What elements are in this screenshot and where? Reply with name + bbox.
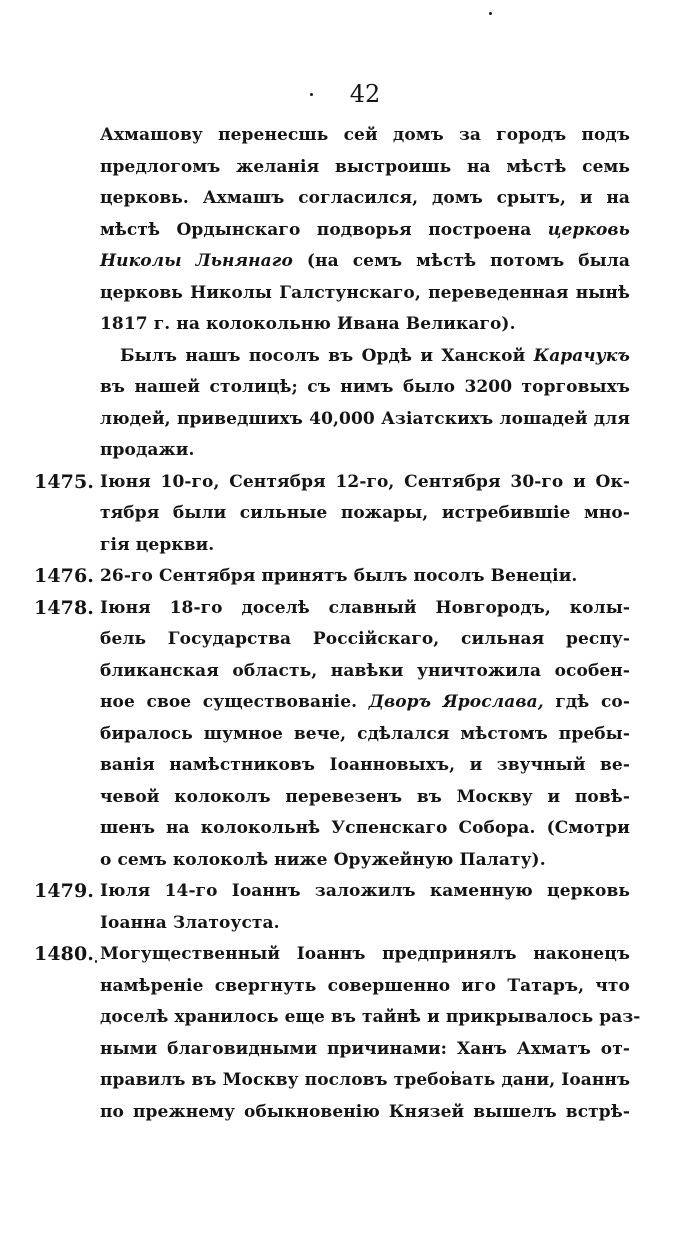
line-text-part: правилъ въ Москву пословъ требовать дани, Іоаннъ bbox=[100, 1070, 631, 1090]
text-line bbox=[0, 498, 692, 530]
year-marker: 1478. bbox=[34, 596, 94, 619]
line-text-part: намѣреніе свергнуть совершенно иго Татаръ, что bbox=[100, 975, 630, 996]
line-text-part: бель Государства Россійскаго, сильная респу- bbox=[100, 629, 630, 649]
page-number: 42 bbox=[349, 80, 381, 108]
line-text-part: тября были сильные пожары, истребившіе мно- bbox=[100, 503, 630, 523]
line-text-part: ное свое существованіе. bbox=[100, 692, 369, 712]
text-line bbox=[0, 939, 692, 971]
year-marker: 1479. bbox=[34, 880, 94, 902]
line-text bbox=[100, 782, 630, 814]
line-text bbox=[100, 1065, 630, 1097]
text-line bbox=[0, 908, 692, 940]
line-text-part: биралось шумное вече, сдѣлался мѣстомъ пребы- bbox=[100, 723, 630, 744]
line-text-part: шенъ на колокольнѣ Успенскаго Собора. (Смотри bbox=[100, 818, 630, 838]
line-text-part: Іоанна Златоуста. bbox=[100, 912, 280, 933]
line-text-part: о семъ колоколѣ ниже Оружейную Палату). bbox=[100, 849, 546, 870]
year-marker: 1476. bbox=[34, 565, 94, 587]
line-text-part: церковь. Ахмашъ согласился, домъ срытъ, и на bbox=[100, 188, 630, 208]
line-text-part: ными благовидными причинами: Ханъ Ахматъ от- bbox=[100, 1038, 630, 1059]
text-line bbox=[0, 1065, 692, 1097]
text-line bbox=[0, 278, 692, 310]
line-text bbox=[100, 215, 630, 247]
line-text-part: гія церкви. bbox=[100, 534, 215, 555]
text-line bbox=[0, 1097, 692, 1129]
text-line bbox=[0, 971, 692, 1003]
line-text-part: чевой колоколъ перевезенъ въ Москву и повѣ- bbox=[100, 786, 630, 807]
text-line bbox=[0, 813, 692, 845]
chronicle-text bbox=[0, 120, 692, 1128]
line-text bbox=[120, 341, 630, 373]
text-line bbox=[0, 876, 692, 908]
line-text bbox=[100, 1034, 630, 1066]
text-line bbox=[0, 782, 692, 814]
italic-text: Николы Льнянаго bbox=[100, 251, 293, 271]
line-text-part: Іюня 18-го доселѣ славный Новгородъ, колы- bbox=[100, 597, 630, 618]
text-line bbox=[0, 120, 692, 152]
line-text-part: мѣстѣ Ордынскаго подворья построена bbox=[100, 219, 548, 240]
print-speck bbox=[489, 12, 492, 15]
text-line bbox=[0, 372, 692, 404]
line-text bbox=[100, 1002, 641, 1034]
line-text-part: (на семъ мѣстѣ потомъ была bbox=[292, 251, 631, 271]
line-text bbox=[100, 183, 630, 215]
italic-text: Карачукъ bbox=[533, 345, 630, 366]
line-text bbox=[100, 467, 630, 499]
text-line bbox=[0, 593, 692, 625]
line-text-part: церковь Николы Галстунскаго, переведенная нынѣ bbox=[100, 282, 630, 303]
line-text bbox=[100, 687, 630, 719]
text-line bbox=[0, 215, 692, 247]
line-text bbox=[100, 561, 630, 593]
line-text bbox=[100, 845, 630, 877]
line-text-part: людей, приведшихъ 40,000 Азіатскихъ лошадей для bbox=[100, 408, 630, 429]
line-text bbox=[100, 246, 630, 278]
text-line bbox=[0, 246, 692, 278]
line-text bbox=[100, 656, 630, 688]
line-text-part: Іюня 10-го, Сентября 12-го, Сентября 30-го и Ок- bbox=[100, 471, 630, 492]
line-text bbox=[100, 404, 630, 436]
text-line bbox=[0, 435, 692, 467]
line-text bbox=[100, 530, 630, 562]
text-line bbox=[0, 183, 692, 215]
year-marker: 1480. bbox=[34, 943, 94, 965]
text-line bbox=[0, 656, 692, 688]
line-text bbox=[100, 120, 630, 152]
line-text-part: ванія намѣстниковъ Іоанновыхъ, и звучный ве- bbox=[100, 755, 630, 775]
line-text-part: продажи. bbox=[100, 440, 195, 460]
text-line bbox=[0, 1034, 692, 1066]
line-text-part: 26-го Сентября принятъ былъ посолъ Венеціи. bbox=[100, 566, 578, 586]
line-text-part: бликанская область, навѣки уничтожила особен- bbox=[100, 660, 630, 681]
text-line bbox=[0, 467, 692, 499]
line-text-part: доселѣ хранилось еще въ тайнѣ и прикрывалось раз- bbox=[100, 1007, 641, 1027]
text-line bbox=[0, 719, 692, 751]
italic-text: церковь bbox=[547, 219, 630, 240]
text-line bbox=[0, 561, 692, 593]
text-line bbox=[0, 341, 692, 373]
text-line bbox=[0, 309, 692, 341]
line-text-part: Могущественный Іоаннъ предпринялъ наконецъ bbox=[100, 944, 630, 964]
text-line bbox=[0, 687, 692, 719]
line-text bbox=[100, 813, 630, 845]
line-text-part: въ нашей столицѣ; съ нимъ было 3200 торговыхъ bbox=[100, 377, 630, 397]
line-text bbox=[100, 498, 630, 530]
line-text bbox=[100, 624, 630, 656]
line-text bbox=[100, 435, 630, 467]
text-line bbox=[0, 750, 692, 782]
line-text bbox=[100, 309, 630, 341]
line-text bbox=[100, 152, 630, 184]
text-line bbox=[0, 1002, 692, 1034]
line-text bbox=[100, 278, 630, 310]
line-text bbox=[100, 372, 630, 404]
line-text bbox=[100, 750, 630, 782]
line-text-part: по прежнему обыкновенію Князей вышелъ встрѣ- bbox=[100, 1101, 630, 1122]
line-text bbox=[100, 719, 630, 751]
line-text-part: Іюля 14-го Іоаннъ заложилъ каменную церковь bbox=[100, 881, 630, 901]
year-marker: 1475. bbox=[34, 470, 94, 493]
line-text-part: Ахмашову перенесшь сей домъ за городъ подъ bbox=[100, 125, 630, 145]
line-text bbox=[100, 1097, 630, 1129]
text-line bbox=[0, 404, 692, 436]
line-text bbox=[100, 876, 630, 908]
line-text bbox=[100, 939, 630, 971]
line-text-part: предлогомъ желанія выстроишь на мѣстѣ семь bbox=[100, 156, 630, 177]
line-text-part: гдѣ со- bbox=[543, 692, 630, 712]
line-text bbox=[100, 971, 630, 1003]
text-line bbox=[0, 845, 692, 877]
text-line bbox=[0, 152, 692, 184]
line-text-part: 1817 г. на колокольню Ивана Великаго). bbox=[100, 314, 516, 334]
line-text-part: Былъ нашъ посолъ въ Ордѣ и Ханской bbox=[120, 345, 534, 366]
line-text bbox=[100, 908, 630, 940]
italic-text: Дворъ Ярослава, bbox=[368, 692, 544, 712]
text-line bbox=[0, 530, 692, 562]
line-text bbox=[100, 593, 630, 625]
text-line bbox=[0, 624, 692, 656]
